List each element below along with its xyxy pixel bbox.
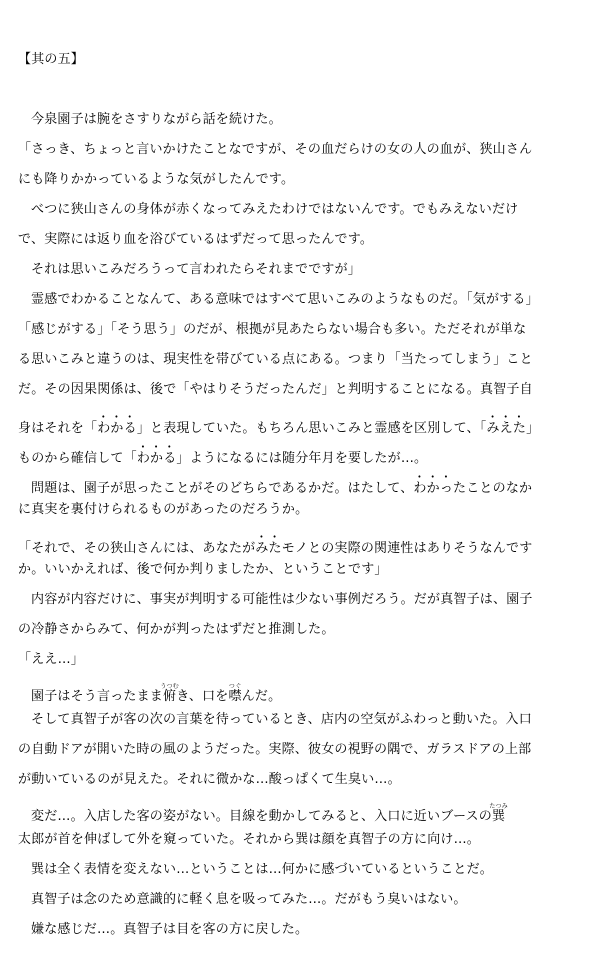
text-line-11 <box>18 413 539 436</box>
text-line-1: 今泉園子は腕をさすりながら話を続けた。 <box>31 112 282 127</box>
text-line-4: べつに狭山さんの身体が赤くなってみえたわけではないんです。でもみえないだけ <box>31 202 519 217</box>
ruby-reading: つぐ <box>228 683 242 690</box>
text-line-16: か。いいかえれば、後で何か判りましたか、ということです」 <box>18 562 388 577</box>
ruby-word <box>160 683 179 704</box>
emphasized-word: わかっ <box>413 481 454 496</box>
text-line-19: 「ええ…」 <box>18 652 85 667</box>
text-line-24 <box>18 803 508 824</box>
text-line-27: 真智子は念のため意識的に軽く息を吸ってみた…。だがもう臭いはない。 <box>31 892 467 907</box>
text-segment: 問題は、園子が思ったことがそのどちらであるかだ。はたして、 <box>31 481 414 496</box>
text-line-3: にも降りかかっているような気がしたんです。 <box>18 172 295 187</box>
text-line-2: 「さっき、ちょっと言いかけたことなですが、その血だらけの女の人の血が、狭山さん <box>18 142 533 157</box>
ruby-base: 巽 <box>489 809 508 824</box>
text-line-26: 巽は全く表情を変えない…ということは…何かに感づいているということだ。 <box>31 862 494 877</box>
text-line-28: 嫌な感じだ…。真智子は目を客の方に戻した。 <box>31 922 309 937</box>
text-segment: き、口を <box>176 689 229 704</box>
text-segment: んだ。 <box>241 689 282 704</box>
text-segment: 身はそれを「 <box>18 421 98 436</box>
ruby-word <box>228 683 242 704</box>
emphasized-word: みた <box>255 541 282 556</box>
emphasized-word: みえた <box>486 421 527 436</box>
text-segment: ものから確信して「 <box>18 451 137 466</box>
text-segment: モノとの実際の関連性はありそうなんです <box>281 541 533 556</box>
text-line-6: それは思いこみだろうって言われたらそれまでですが」 <box>31 262 362 277</box>
text-line-22: の自動ドアが開いた時の風のようだった。実際、彼女の視野の隅で、ガラスドアの上部 <box>18 742 532 757</box>
text-line-25: 太郎が首を伸ばして外を窺っていた。それから巽は顔を真智子の方に向け…。 <box>18 832 481 847</box>
ruby-word <box>489 803 508 824</box>
text-line-8: 「感じがする」「そう思う」のだが、根拠が見あたらない場合も多い。ただそれが単な <box>18 322 527 337</box>
ruby-reading: うつむ <box>160 683 179 690</box>
text-segment: 「それで、その狭山さんには、あなたが <box>18 541 256 556</box>
text-line-15 <box>18 533 532 556</box>
section-heading: 【其の五】 <box>18 52 85 67</box>
text-line-9: る思いこみと違うのは、現実性を帯びている点にある。つまり「当たってしまう」こと <box>18 352 533 367</box>
text-line-13 <box>18 473 532 496</box>
text-line-23: が動いているのが見えた。それに微かな…酸っぱくて生臭い…。 <box>18 772 401 787</box>
text-segment: 」と表現していた。もちろん思いこみと霊感を区別して、「 <box>136 421 487 436</box>
ruby-reading: たつみ <box>489 803 508 810</box>
text-segment: 」ようになるには随分年月を要したが…。 <box>176 451 428 466</box>
text-line-12 <box>18 443 427 466</box>
emphasized-word: わかる <box>97 421 137 436</box>
text-line-21: そして真智子が客の次の言葉を待っているとき、店内の空気がふわっと動いた。入口 <box>31 712 532 727</box>
text-line-20 <box>18 683 281 704</box>
text-line-10: だ。その因果関係は、後で「やはりそうだったんだ」と判明することになる。真智子自 <box>18 382 533 397</box>
emphasized-word: わかる <box>136 451 177 466</box>
text-line-7: 霊感でわかることなんて、ある意味ではすべて思いこみのようなものだ。「気がする」 <box>31 292 539 307</box>
ruby-base: 噤 <box>228 689 242 704</box>
text-segment: 変だ…。入店した客の姿がない。目線を動かしてみると、入口に近いブースの <box>31 809 492 824</box>
text-segment: 園子はそう言ったまま <box>31 689 164 704</box>
text-line-14: に真実を裏付けられるものがあったのだろうか。 <box>18 502 309 517</box>
text-line-5: で、実際には返り血を浴びているはずだって思ったんです。 <box>18 232 374 247</box>
text-line-18: の冷静さからみて、何かが判ったはずだと推測した。 <box>18 622 335 637</box>
text-line-17: 内容が内容だけに、事実が判明する可能性は少ない事例だろう。だが真智子は、園子 <box>31 592 533 607</box>
text-segment: たことのなか <box>453 481 533 496</box>
ruby-base: 俯 <box>160 689 179 704</box>
text-segment: 」 <box>526 421 540 436</box>
